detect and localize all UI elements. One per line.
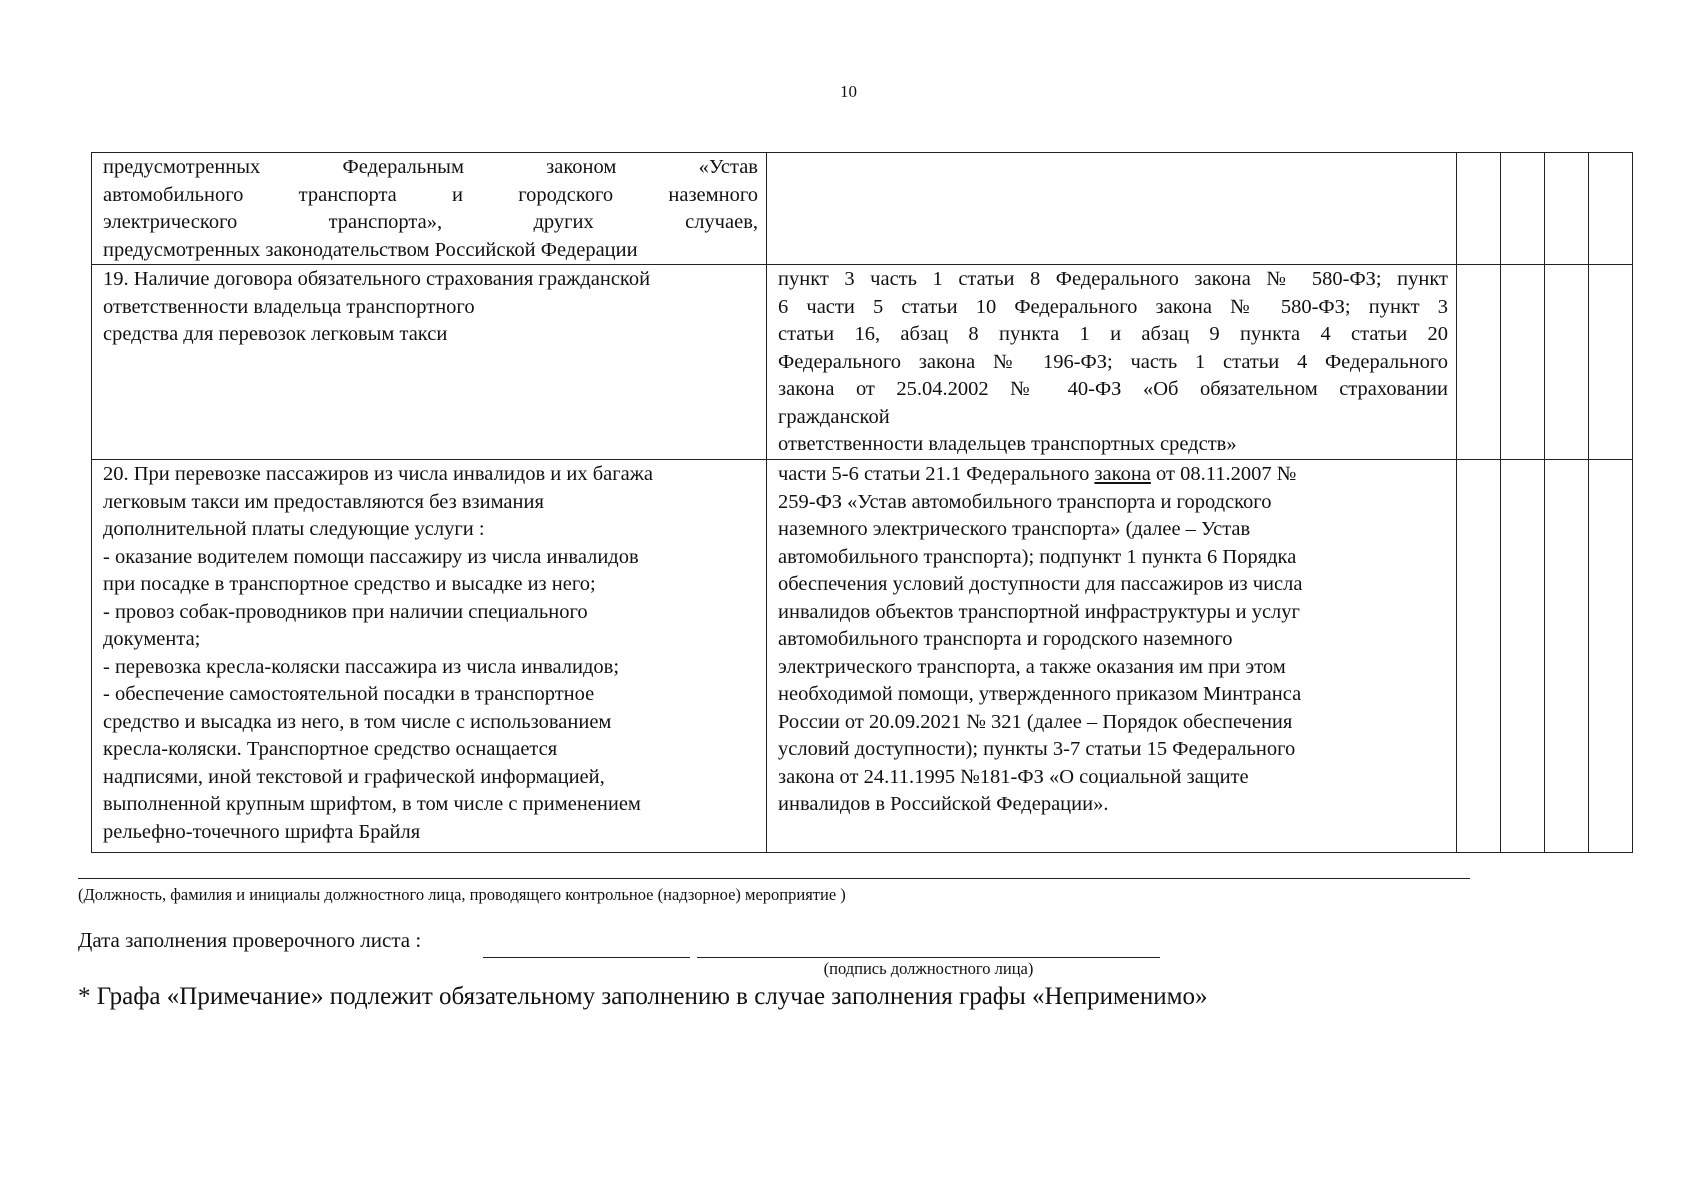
note-cell[interactable] bbox=[1589, 265, 1633, 460]
requirement-line: предусмотренных Федеральным законом «Устав bbox=[103, 156, 758, 178]
requirement-cell bbox=[92, 265, 767, 460]
basis-text: от 08.11.2007 № bbox=[1150, 463, 1297, 485]
basis-line: наземного электрического транспорта» (далее – Устав bbox=[778, 518, 1251, 540]
basis-line: 259-ФЗ «Устав автомобильного транспорта и городского bbox=[778, 490, 1272, 513]
basis-line: автомобильного транспорта); подпункт 1 пункта 6 Порядка bbox=[778, 545, 1297, 568]
requirement-line: дополнительной платы следующие услуги : bbox=[103, 518, 485, 540]
requirement-line: кресла-коляски. Транспортное средство оснащается bbox=[103, 738, 558, 760]
table-row bbox=[92, 153, 1633, 265]
requirement-line: автомобильного транспорта и городского наземного bbox=[103, 183, 758, 206]
answer-not-applicable-cell[interactable] bbox=[1545, 153, 1589, 265]
date-label: Дата заполнения проверочного листа : bbox=[78, 928, 422, 952]
basis-line: условий доступности); пункты 3-7 статьи 15 Федерального bbox=[778, 738, 1296, 760]
basis-text: части 5-6 статьи 21.1 Федерального bbox=[778, 463, 1095, 485]
answer-not-applicable-cell[interactable] bbox=[1545, 460, 1589, 853]
basis-cell bbox=[767, 153, 1457, 265]
basis-line: гражданской bbox=[778, 405, 890, 428]
requirement-line: 20. При перевозке пассажиров из числа инвалидов и их багажа bbox=[103, 463, 654, 485]
requirement-cell bbox=[92, 153, 767, 265]
requirement-line: - оказание водителем помощи пассажиру из числа инвалидов bbox=[103, 545, 639, 568]
requirement-line: выполненной крупным шрифтом, в том числе с применением bbox=[103, 793, 641, 815]
note-cell[interactable] bbox=[1589, 153, 1633, 265]
answer-not-applicable-cell[interactable] bbox=[1545, 265, 1589, 460]
answer-yes-cell[interactable] bbox=[1457, 265, 1501, 460]
signature-field[interactable] bbox=[697, 957, 1160, 958]
basis-line: необходимой помощи, утвержденного приказом Минтранса bbox=[778, 683, 1302, 705]
basis-cell bbox=[767, 460, 1457, 853]
requirement-line: при посадке в транспортное средство и высадке из него; bbox=[103, 573, 596, 595]
requirement-cell bbox=[92, 460, 767, 853]
official-caption: (Должность, фамилия и инициалы должностного лица, проводящего контрольное (надзорное) мероприятие ) bbox=[78, 885, 846, 904]
basis-line: закона от 24.11.1995 №181-ФЗ «О социальной защите bbox=[778, 765, 1249, 788]
basis-line bbox=[778, 461, 1448, 489]
basis-line: обеспечения условий доступности для пассажиров из числа bbox=[778, 573, 1303, 595]
requirement-line: документа; bbox=[103, 628, 201, 650]
answer-no-cell[interactable] bbox=[1501, 153, 1545, 265]
basis-line: ответственности владельцев транспортных средств» bbox=[778, 433, 1237, 455]
basis-line: электрического транспорта, а также оказания им при этом bbox=[778, 655, 1286, 678]
requirement-line: предусмотренных законодательством Российской Федерации bbox=[103, 238, 638, 261]
requirement-line: - провоз собак-проводников при наличии специального bbox=[103, 600, 588, 623]
signature-caption: (подпись должностного лица) bbox=[823, 959, 1034, 978]
requirement-line: ответственности владельца транспортного bbox=[103, 295, 475, 318]
basis-line: инвалидов в Российской Федерации». bbox=[778, 793, 1109, 815]
page-number: 10 bbox=[840, 82, 857, 101]
answer-no-cell[interactable] bbox=[1501, 460, 1545, 853]
table-row bbox=[92, 460, 1633, 853]
requirement-line: надписями, иной текстовой и графической информацией, bbox=[103, 765, 605, 788]
checklist-table bbox=[91, 152, 1633, 853]
requirement-line: средства для перевозок легковым такси bbox=[103, 323, 448, 345]
basis-line: статьи 16, абзац 8 пункта 1 и абзац 9 пункта 4 статьи 20 bbox=[778, 323, 1448, 345]
answer-yes-cell[interactable] bbox=[1457, 153, 1501, 265]
basis-line: 6 части 5 статьи 10 Федерального закона № 580-ФЗ; пункт 3 bbox=[778, 295, 1448, 318]
answer-no-cell[interactable] bbox=[1501, 265, 1545, 460]
basis-line: пункт 3 часть 1 статьи 8 Федерального закона № 580-ФЗ; пункт bbox=[778, 268, 1448, 290]
answer-yes-cell[interactable] bbox=[1457, 460, 1501, 853]
official-signature-line[interactable] bbox=[78, 878, 1470, 879]
requirement-line: рельефно-точечного шрифта Брайля bbox=[103, 820, 421, 843]
requirement-line: легковым такси им предоставляются без взимания bbox=[103, 490, 544, 513]
footnote: * Графа «Примечание» подлежит обязательному заполнению в случае заполнения графы «Неприменимо» bbox=[78, 983, 1208, 1010]
table-row bbox=[92, 265, 1633, 460]
basis-cell bbox=[767, 265, 1457, 460]
basis-line: России от 20.09.2021 № 321 (далее – Порядок обеспечения bbox=[778, 710, 1293, 733]
requirement-line: средство и высадка из него, в том числе с использованием bbox=[103, 710, 612, 733]
date-field[interactable] bbox=[483, 957, 690, 958]
law-link[interactable]: закона bbox=[1094, 463, 1151, 485]
requirement-line: - перевозка кресла-коляски пассажира из числа инвалидов; bbox=[103, 655, 620, 678]
basis-line: автомобильного транспорта и городского наземного bbox=[778, 628, 1233, 650]
note-cell[interactable] bbox=[1589, 460, 1633, 853]
requirement-line: электрического транспорта», других случаев, bbox=[103, 211, 758, 233]
basis-line: инвалидов объектов транспортной инфраструктуры и услуг bbox=[778, 600, 1300, 623]
basis-line: закона от 25.04.2002 № 40-ФЗ «Об обязательном страховании bbox=[778, 378, 1448, 400]
requirement-line: - обеспечение самостоятельной посадки в транспортное bbox=[103, 683, 595, 705]
requirement-line: 19. Наличие договора обязательного страхования гражданской bbox=[103, 268, 651, 290]
basis-line: Федерального закона № 196-ФЗ; часть 1 статьи 4 Федерального bbox=[778, 350, 1448, 373]
